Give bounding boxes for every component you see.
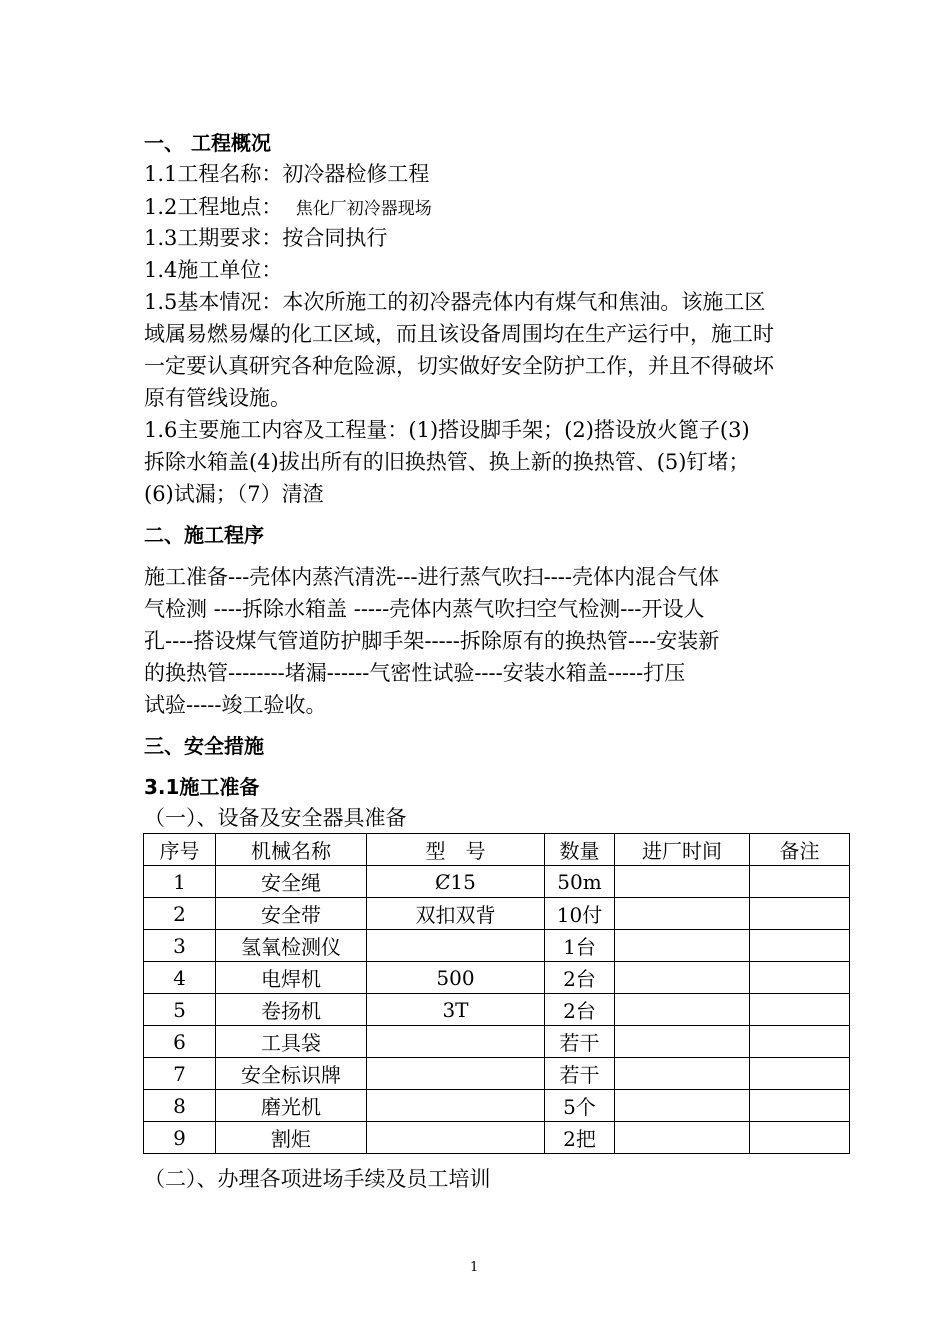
table-cell: 2台: [545, 962, 615, 994]
procedure-line: 施工准备---壳体内蒸汽清洗---进行蒸气吹扫----壳体内混合气体: [144, 565, 719, 589]
table-cell: [367, 1122, 545, 1154]
table-row: [144, 866, 850, 898]
col-header: 进厂时间: [615, 834, 750, 866]
procedure-line: 气检测 ----拆除水箱盖 -----壳体内蒸气吹扫空气检测---开设人: [144, 597, 705, 621]
table-cell: 6: [144, 1026, 216, 1058]
table-cell: Ȼ15: [367, 866, 545, 898]
table-row: [144, 898, 850, 930]
table-cell: [615, 994, 750, 1026]
table-cell: [615, 1026, 750, 1058]
table-cell: 安全绳: [216, 866, 367, 898]
table-cell: 工具袋: [216, 1026, 367, 1058]
table-cell: 1: [144, 866, 216, 898]
table-cell: 4: [144, 962, 216, 994]
table-row: [144, 1026, 850, 1058]
section-heading-procedure: 二、施工程序: [144, 523, 264, 547]
subsection-heading-preparation: 3.1施工准备: [144, 775, 260, 799]
table-cell: 3T: [367, 994, 545, 1026]
col-header: 序号: [144, 834, 216, 866]
project-schedule: 1.3工期要求：按合同执行: [144, 226, 388, 250]
table-cell: 氢氧检测仪: [216, 930, 367, 962]
section-heading-overview: 一、 工程概况: [144, 131, 271, 155]
table-row: [144, 962, 850, 994]
basic-info-line: 域属易燃易爆的化工区域，而且该设备周围均在生产运行中，施工时: [144, 322, 774, 346]
work-content-line: 1.6主要施工内容及工程量：(1)搭设脚手架；(2)搭设放火篦子(3): [144, 418, 750, 442]
table-cell: [615, 898, 750, 930]
procedure-line: 试验-----竣工验收。: [144, 693, 327, 717]
procedure-line: 孔----搭设煤气管道防护脚手架-----拆除原有的换热管----安装新: [144, 629, 720, 653]
table-cell: [750, 1090, 850, 1122]
table-header-row: [144, 834, 850, 866]
table-cell: [750, 1058, 850, 1090]
col-header: 型 号: [367, 834, 545, 866]
table-cell: [750, 1026, 850, 1058]
table-cell: [367, 1058, 545, 1090]
basic-info-line: 一定要认真研究各种危险源，切实做好安全防护工作，并且不得破坏: [144, 354, 774, 378]
table-cell: 2: [144, 898, 216, 930]
table-cell: [750, 866, 850, 898]
table-cell: [367, 1026, 545, 1058]
table-cell: 2把: [545, 1122, 615, 1154]
procedure-line: 的换热管--------堵漏------气密性试验----安装水箱盖-----打压: [144, 661, 686, 685]
work-content-line: (6)试漏；（7）清渣: [144, 482, 324, 506]
equipment-table: [143, 833, 850, 1154]
table-cell: [615, 866, 750, 898]
table-cell: 磨光机: [216, 1090, 367, 1122]
table-cell: [615, 1058, 750, 1090]
table-cell: 1台: [545, 930, 615, 962]
page-number: 1: [470, 1260, 479, 1275]
table-cell: 卷扬机: [216, 994, 367, 1026]
table-cell: [750, 962, 850, 994]
table-cell: 500: [367, 962, 545, 994]
col-header: 数量: [545, 834, 615, 866]
table-cell: [367, 1090, 545, 1122]
table-cell: [615, 1122, 750, 1154]
table-cell: [615, 1090, 750, 1122]
table-cell: [367, 930, 545, 962]
equipment-prep-heading: （一）、设备及安全器具准备: [144, 806, 407, 830]
work-content-line: 拆除水箱盖(4)拔出所有的旧换热管、换上新的换热管、(5)钉堵；: [144, 450, 750, 474]
table-cell: [750, 1122, 850, 1154]
table-cell: 双扣双背: [367, 898, 545, 930]
project-location-value: 焦化厂初冷器现场: [295, 199, 432, 219]
table-cell: 安全标识牌: [216, 1058, 367, 1090]
table-cell: 若干: [545, 1026, 615, 1058]
table-cell: 8: [144, 1090, 216, 1122]
construction-unit: 1.4施工单位：: [144, 258, 283, 282]
project-location-label: 1.2工程地点：: [144, 195, 283, 219]
table-cell: 3: [144, 930, 216, 962]
table-cell: 5: [144, 994, 216, 1026]
basic-info-line: 1.5基本情况：本次所施工的初冷器壳体内有煤气和焦油。该施工区: [144, 290, 766, 314]
table-cell: [750, 930, 850, 962]
table-row: [144, 994, 850, 1026]
table-row: [144, 1058, 850, 1090]
project-name: 1.1工程名称：初冷器检修工程: [144, 162, 430, 186]
table-cell: 9: [144, 1122, 216, 1154]
table-cell: [750, 994, 850, 1026]
table-row: [144, 1122, 850, 1154]
section-heading-safety: 三、安全措施: [144, 734, 264, 758]
table-cell: 2台: [545, 994, 615, 1026]
entry-procedures-heading: （二）、办理各项进场手续及员工培训: [144, 1167, 491, 1191]
table-cell: [615, 930, 750, 962]
table-cell: 割炬: [216, 1122, 367, 1154]
table-row: [144, 1090, 850, 1122]
col-header: 备注: [750, 834, 850, 866]
table-cell: [615, 962, 750, 994]
col-header: 机械名称: [216, 834, 367, 866]
table-cell: 50m: [545, 866, 615, 898]
table-cell: 电焊机: [216, 962, 367, 994]
table-cell: 安全带: [216, 898, 367, 930]
table-cell: 若干: [545, 1058, 615, 1090]
table-row: [144, 930, 850, 962]
table-cell: 7: [144, 1058, 216, 1090]
basic-info-line: 原有管线设施。: [144, 386, 291, 410]
table-cell: 5个: [545, 1090, 615, 1122]
table-cell: 10付: [545, 898, 615, 930]
project-location: [144, 191, 432, 225]
table-cell: [750, 898, 850, 930]
